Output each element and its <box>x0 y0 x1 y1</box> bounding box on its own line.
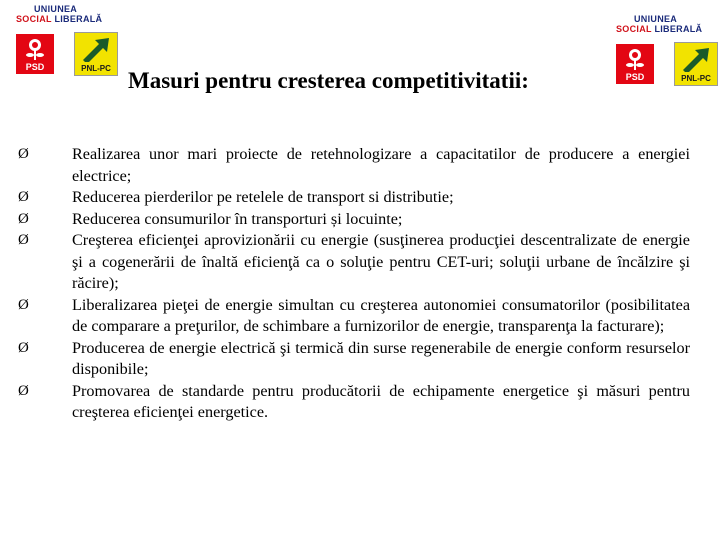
page-title: Masuri pentru cresterea competitivitatii: <box>128 68 529 93</box>
list-item-text: Producerea de energie electrică şi termică din surse regenerabile de energie conform resurselor disponibile; <box>72 338 690 378</box>
arrow-bullet-icon: Ø <box>18 339 29 356</box>
logo-liberala: LIBERALĂ <box>654 24 703 34</box>
arrow-bullet-icon: Ø <box>18 296 29 313</box>
usl-brand-text <box>16 4 124 24</box>
logo-social: SOCIAL <box>16 14 52 24</box>
list-item <box>18 144 690 187</box>
logo-social: SOCIAL <box>616 24 652 34</box>
psd-label: PSD <box>25 62 45 72</box>
arrow-bullet-icon: Ø <box>18 382 29 399</box>
list-item <box>18 230 690 295</box>
rose-icon <box>625 47 645 71</box>
usl-brand-text <box>616 14 720 34</box>
list-item-text: Reducerea consumurilor în transporturi și locuinte; <box>72 209 403 228</box>
list-item-text: Creşterea eficienţei aprovizionării cu energie (susţinerea producţiei descentralizate de energie şi a cogenerării de înaltă eficienţă ca o soluţie pentru CET-uri; soluţii urbane de încălzire şi răcire); <box>72 231 690 292</box>
logo-line1: UNIUNEA <box>634 14 678 24</box>
list-item <box>18 187 690 209</box>
arrow-bullet-icon: Ø <box>18 189 29 205</box>
arrow-bullet-icon: Ø <box>18 146 29 162</box>
measures-list <box>18 144 690 424</box>
logo-liberala: LIBERALĂ <box>54 14 103 24</box>
list-item-text: Realizarea unor mari proiecte de retehnologizare a capacitatilor de producere a energiei electrice; <box>72 145 690 185</box>
pnl-logo <box>74 32 118 76</box>
usl-logo-right <box>616 14 720 94</box>
arrow-bullet-icon: Ø <box>18 210 29 227</box>
psd-logo <box>616 44 654 84</box>
logo-line1: UNIUNEA <box>34 4 78 14</box>
list-item <box>18 209 690 231</box>
arrow-icon <box>81 36 111 62</box>
list-item-text: Liberalizarea pieţei de energie simultan cu creşterea autonomiei consumatorilor (posibilitatea de comparare a preţurilor, de schimbare a furnizorilor de energie, transparenţa la facturare); <box>72 295 690 335</box>
psd-label: PSD <box>625 72 645 82</box>
rose-icon <box>25 37 45 61</box>
arrow-icon <box>681 46 711 72</box>
pnl-logo <box>674 42 718 86</box>
pnl-label: PNL-PC <box>681 74 711 83</box>
list-item-text: Reducerea pierderilor pe retelele de transport si distributie; <box>72 188 454 206</box>
usl-logo-left <box>16 4 124 84</box>
list-item-text: Promovarea de standarde pentru producătorii de echipamente energetice şi măsuri pentru creşterea eficienţei energetice. <box>72 381 690 421</box>
psd-logo <box>16 34 54 74</box>
list-item <box>18 338 690 381</box>
pnl-label: PNL-PC <box>81 64 111 73</box>
list-item <box>18 295 690 338</box>
arrow-bullet-icon: Ø <box>18 232 29 248</box>
list-item <box>18 381 690 424</box>
